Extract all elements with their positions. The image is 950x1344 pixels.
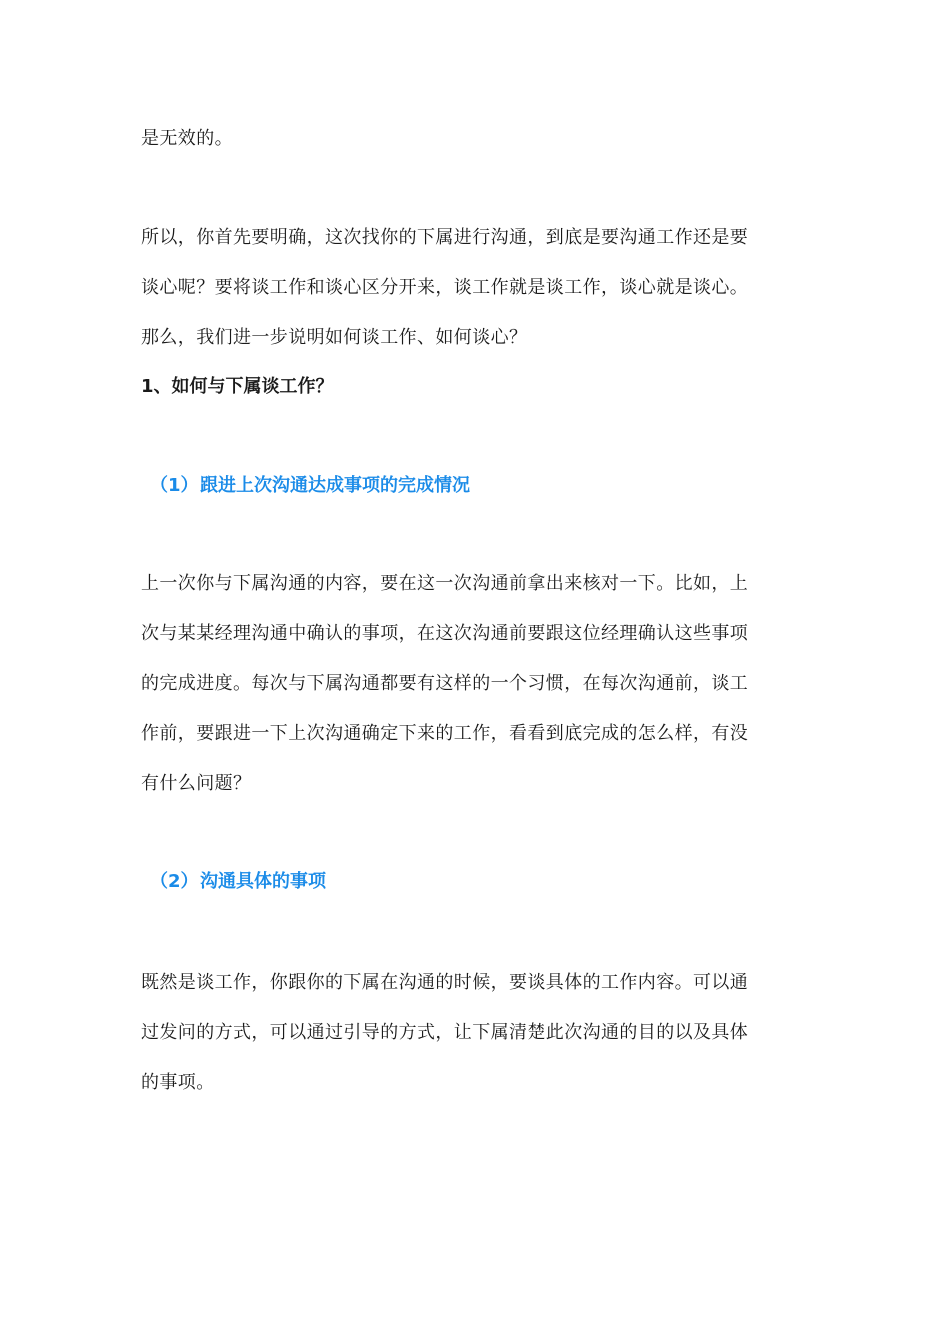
subheading-number: （1）	[150, 475, 199, 496]
paragraph-line: 既然是谈工作，你跟你的下属在沟通的时候，要谈具体的工作内容。可以通	[141, 972, 749, 993]
paragraph-line: 有什么问题？	[141, 773, 252, 794]
paragraph-line: 那么，我们进一步说明如何谈工作、如何谈心？	[141, 327, 528, 348]
section-heading-work-talk: 1、如何与下属谈工作？	[141, 376, 334, 397]
paragraph-line: 上一次你与下属沟通的内容，要在这一次沟通前拿出来核对一下。比如，上	[141, 573, 749, 594]
subheading-text: 沟通具体的事项	[200, 871, 326, 892]
paragraph-line: 是无效的。	[141, 128, 233, 149]
subheading-follow-up	[150, 461, 470, 511]
paragraph-intro-end	[141, 114, 811, 164]
subheading-text: 跟进上次沟通达成事项的完成情况	[200, 475, 470, 496]
paragraph-follow-up	[141, 559, 811, 809]
paragraph-line: 过发问的方式，可以通过引导的方式，让下属清楚此次沟通的目的以及具体	[141, 1022, 749, 1043]
paragraph-line: 的完成进度。每次与下属沟通都要有这样的一个习惯，在每次沟通前，谈工	[141, 673, 749, 694]
subheading-number: （2）	[150, 871, 199, 892]
paragraph-specific-items	[141, 958, 811, 1108]
paragraph-line: 次与某某经理沟通中确认的事项，在这次沟通前要跟这位经理确认这些事项	[141, 623, 749, 644]
paragraph-line: 谈心呢？要将谈工作和谈心区分开来，谈工作就是谈工作，谈心就是谈心。	[141, 277, 749, 298]
paragraph-line: 的事项。	[141, 1072, 215, 1093]
subheading-specific-items	[150, 857, 326, 907]
paragraph-line: 作前，要跟进一下上次沟通确定下来的工作，看看到底完成的怎么样，有没	[141, 723, 749, 744]
paragraph-line: 所以，你首先要明确，这次找你的下属进行沟通，到底是要沟通工作还是要	[141, 227, 749, 248]
paragraph-distinguish	[141, 213, 811, 363]
